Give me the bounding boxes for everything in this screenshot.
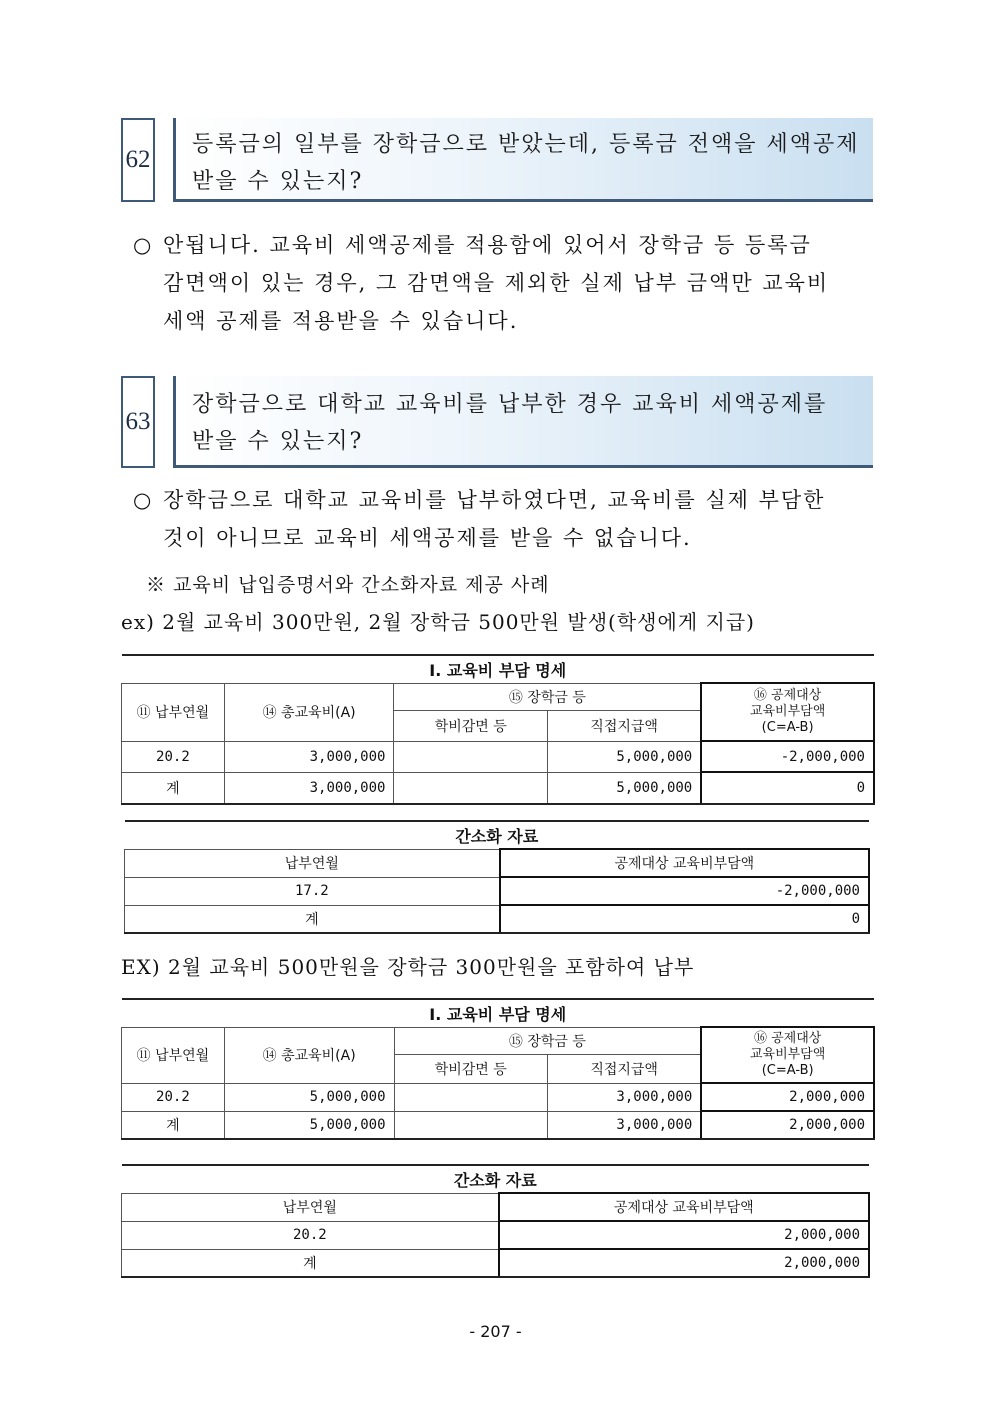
cell-month: 계 [122, 772, 225, 804]
example-2: EX) 2월 교육비 500만원을 장학금 300만원을 포함하여 납부 [121, 955, 695, 979]
table-row [122, 1249, 870, 1277]
answer-63 [133, 481, 873, 557]
question-line: 등록금의 일부를 장학금으로 받았는데, 등록금 전액을 세액공제 [192, 132, 860, 157]
table-row [122, 1111, 875, 1139]
header-amount: 공제대상 교육비부담액 [499, 1193, 869, 1221]
cell-month: 20.2 [122, 741, 225, 772]
table-row [125, 877, 870, 905]
simplified-table-2 [121, 1164, 870, 1278]
header-month: ⑪ 납부연월 [122, 1027, 225, 1083]
cell-month: 20.2 [122, 1221, 499, 1249]
cell-month: 계 [122, 1111, 225, 1139]
header-deductible-line: (C=A-B) [761, 1063, 814, 1078]
cell-month: 계 [125, 905, 500, 933]
header-reduction: 학비감면 등 [394, 710, 548, 741]
cell-reduction [394, 1083, 548, 1111]
header-deductible [701, 683, 874, 741]
cell-reduction [394, 772, 548, 804]
cell-total: 3,000,000 [224, 741, 394, 772]
circle-bullet: ○ [133, 488, 154, 512]
cell-deductible: 2,000,000 [701, 1083, 874, 1111]
answer-text: 장학금으로 대학교 교육비를 납부하였다면, 교육비를 실제 부담한 [163, 488, 826, 512]
cell-month: 계 [122, 1249, 499, 1277]
question-line: 장학금으로 대학교 교육비를 납부한 경우 교육비 세액공제를 [192, 392, 828, 417]
header-reduction: 학비감면 등 [394, 1054, 548, 1083]
header-deductible-line: ⑯ 공제대상 [753, 688, 822, 703]
header-amount: 공제대상 교육비부담액 [500, 849, 869, 877]
table-title: Ⅰ. 교육비 부담 명세 [122, 999, 875, 1027]
answer-text: 안됩니다. 교육비 세액공제를 적용함에 있어서 장학금 등 등록금 [163, 233, 812, 257]
table-title: 간소화 자료 [122, 1165, 870, 1193]
burden-table-2 [121, 998, 875, 1140]
question-text [173, 376, 873, 468]
header-month: ⑪ 납부연월 [122, 683, 225, 741]
answer-line: 감면액이 있는 경우, 그 감면액을 제외한 실제 납부 금액만 교육비 [163, 271, 830, 295]
table-row [122, 1083, 875, 1111]
cell-direct: 3,000,000 [548, 1083, 702, 1111]
table-title: 간소화 자료 [125, 821, 870, 849]
cell-deductible: 2,000,000 [701, 1111, 874, 1139]
cell-deductible: -2,000,000 [701, 741, 874, 772]
cell-total: 5,000,000 [224, 1111, 394, 1139]
cell-amount: 2,000,000 [499, 1221, 869, 1249]
cell-month: 17.2 [125, 877, 500, 905]
header-direct: 직접지급액 [547, 710, 701, 741]
header-direct: 직접지급액 [548, 1054, 702, 1083]
header-scholarship: ⑮ 장학금 등 [394, 683, 701, 710]
header-deductible-line: (C=A-B) [761, 720, 814, 735]
table-row [122, 741, 875, 772]
question-text [173, 118, 873, 202]
header-deductible-line: ⑯ 공제대상 [753, 1031, 822, 1046]
cell-deductible: 0 [701, 772, 874, 804]
answer-line: 것이 아니므로 교육비 세액공제를 받을 수 없습니다. [163, 526, 692, 550]
note: ※ 교육비 납입증명서와 간소화자료 제공 사례 [146, 574, 550, 596]
cell-amount: 0 [500, 905, 869, 933]
cell-direct: 5,000,000 [547, 772, 701, 804]
table-row [122, 1221, 870, 1249]
header-total: ⑭ 총교육비(A) [224, 683, 394, 741]
cell-amount: -2,000,000 [500, 877, 869, 905]
cell-reduction [394, 741, 548, 772]
page-number: - 207 - [469, 1322, 522, 1341]
header-deductible [701, 1027, 874, 1083]
question-line: 받을 수 있는지? [192, 429, 364, 454]
cell-total: 3,000,000 [224, 772, 394, 804]
cell-month: 20.2 [122, 1083, 225, 1111]
answer-line: 세액 공제를 적용받을 수 있습니다. [163, 309, 519, 333]
question-number: 62 [121, 118, 155, 202]
question-63 [121, 376, 873, 468]
answer-line [133, 226, 873, 264]
header-deductible-line: 교육비부담액 [749, 1047, 826, 1062]
question-line: 받을 수 있는지? [192, 169, 364, 194]
question-62 [121, 118, 873, 202]
cell-reduction [394, 1111, 548, 1139]
cell-direct: 5,000,000 [547, 741, 701, 772]
simplified-table-1 [124, 820, 870, 934]
cell-amount: 2,000,000 [499, 1249, 869, 1277]
cell-direct: 3,000,000 [548, 1111, 702, 1139]
answer-line [133, 481, 873, 519]
answer-62 [133, 226, 873, 340]
header-month: 납부연월 [122, 1193, 499, 1221]
header-total: ⑭ 총교육비(A) [224, 1027, 394, 1083]
question-number: 63 [121, 376, 155, 468]
header-deductible-line: 교육비부담액 [749, 704, 826, 719]
circle-bullet: ○ [133, 233, 154, 257]
table-row [125, 905, 870, 933]
header-month: 납부연월 [125, 849, 500, 877]
table-row [122, 772, 875, 804]
cell-total: 5,000,000 [224, 1083, 394, 1111]
example-1: ex) 2월 교육비 300만원, 2월 장학금 500만원 발생(학생에게 지급) [121, 610, 755, 634]
table-title: Ⅰ. 교육비 부담 명세 [122, 655, 875, 683]
header-scholarship: ⑮ 장학금 등 [394, 1027, 701, 1054]
burden-table-1 [121, 654, 875, 805]
